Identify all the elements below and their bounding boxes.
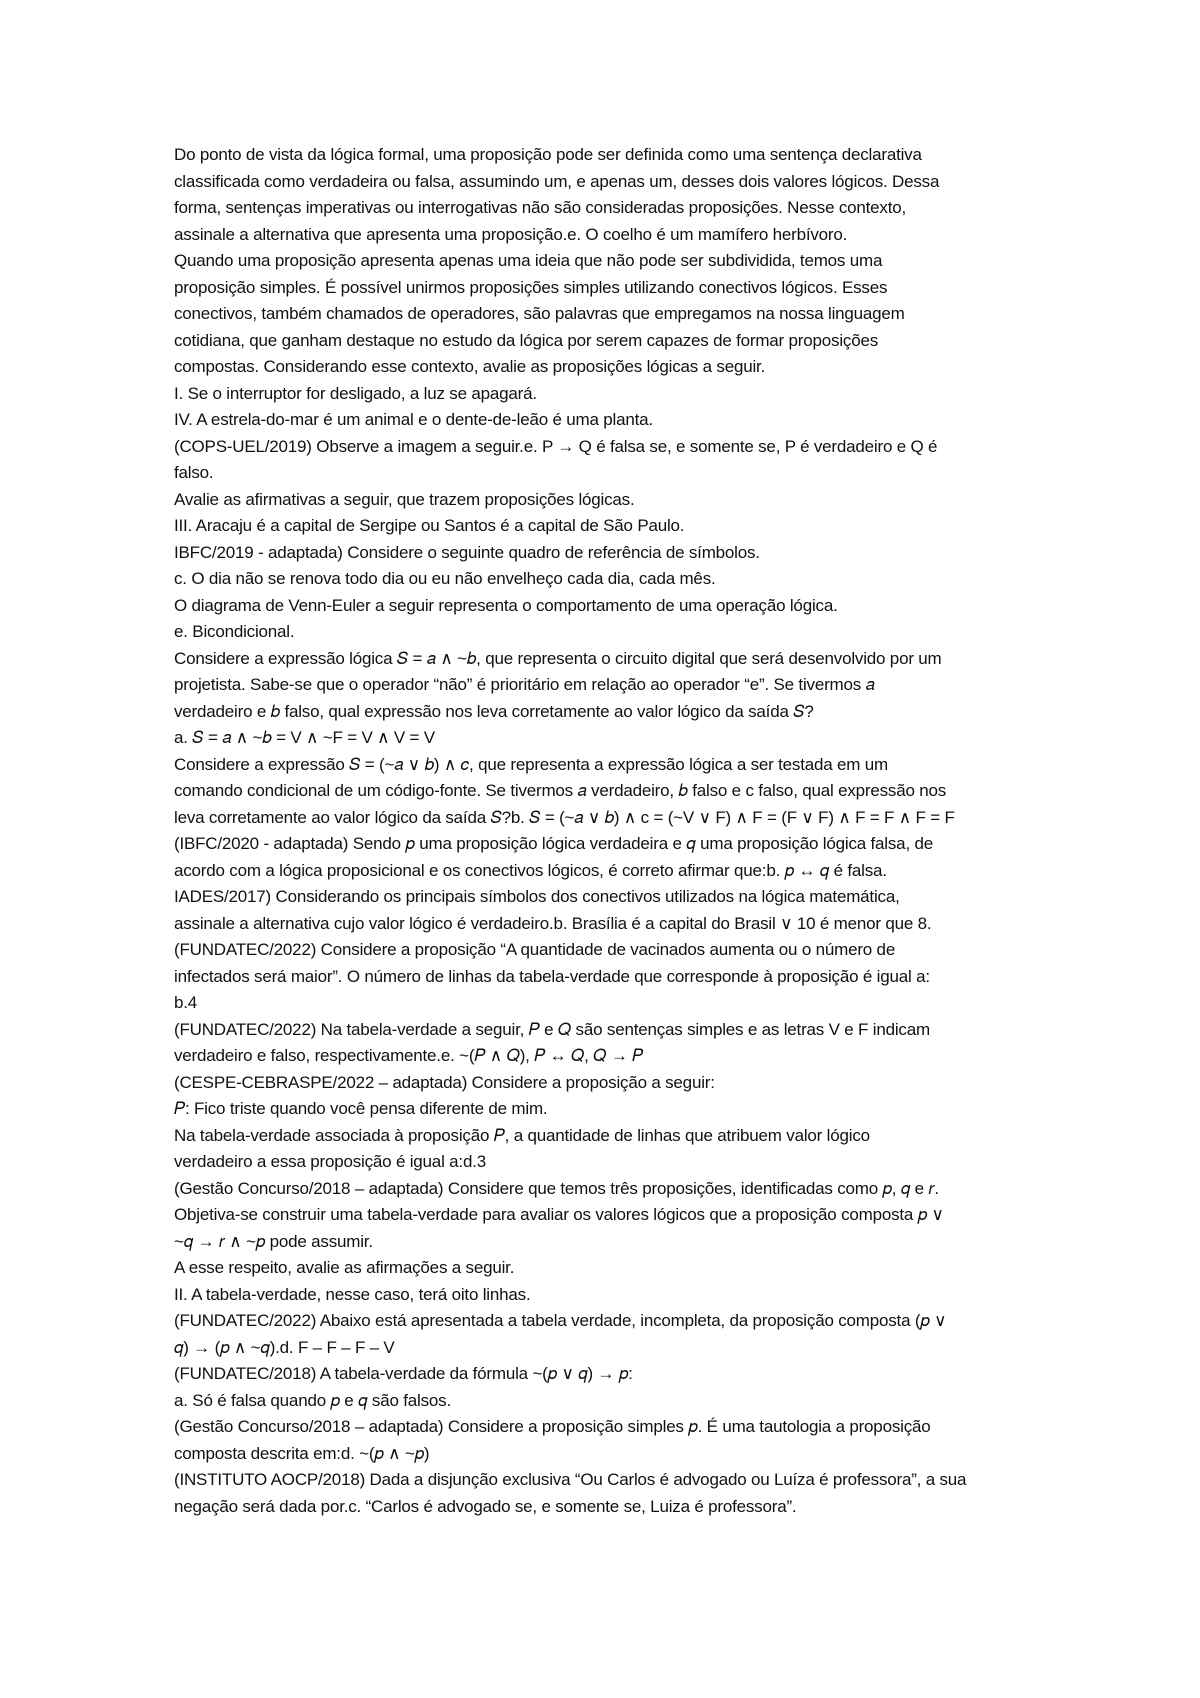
text-line: Quando uma proposição apresenta apenas uma ideia que não pode ser subdividida, temos uma (174, 251, 883, 270)
text-line: III. Aracaju é a capital de Sergipe ou Santos é a capital de São Paulo. (174, 516, 685, 535)
text-line: IADES/2017) Considerando os principais símbolos dos conectivos utilizados na lógica matemática, (174, 887, 900, 906)
text-line: classificada como verdadeira ou falsa, assumindo um, e apenas um, desses dois valores lógicos. Dessa (174, 171, 940, 191)
text-line: forma, sentenças imperativas ou interrogativas não são consideradas proposições. Nesse contexto, (174, 198, 907, 217)
text-line: verdadeiro a essa proposição é igual a:d.3 (174, 1152, 486, 1171)
text-line: e. Bicondicional. (174, 622, 295, 641)
text-line: (FUNDATEC/2022) Na tabela-verdade a seguir, 𝑃 e 𝑄 são sentenças simples e as letras V e F indicam (174, 1019, 930, 1039)
text-line: IBFC/2019 - adaptada) Considere o seguinte quadro de referência de símbolos. (174, 542, 760, 562)
text-line: a. Só é falsa quando 𝑝 e 𝑞 são falsos. (174, 1390, 451, 1410)
text-line: assinale a alternativa cujo valor lógico é verdadeiro.b. Brasília é a capital do Brasil ∨ 10 é menor que 8. (174, 913, 932, 933)
text-line: falso. (174, 463, 214, 482)
text-line: (FUNDATEC/2022) Considere a proposição “A quantidade de vacinados aumenta ou o número de (174, 940, 896, 959)
text-line: conectivos, também chamados de operadores, são palavras que empregamos na nossa linguagem (174, 304, 905, 323)
text-line: composta descrita em:d. ~(𝑝 ∧ ~𝑝) (174, 1443, 430, 1463)
text-line: cotidiana, que ganham destaque no estudo da lógica por serem capazes de formar proposições (174, 330, 879, 350)
text-line: c. O dia não se renova todo dia ou eu não envelheço cada dia, cada mês. (174, 569, 716, 588)
text-line: verdadeiro e 𝑏 falso, qual expressão nos leva corretamente ao valor lógico da saída 𝑆? (174, 701, 814, 721)
text-line: infectados será maior”. O número de linhas da tabela-verdade que corresponde à proposição é igual a: (174, 966, 930, 986)
text-line: (CESPE-CEBRASPE/2022 – adaptada) Considere a proposição a seguir: (174, 1072, 715, 1092)
text-line: Considere a expressão lógica 𝑆 = 𝑎 ∧ ~𝑏, que representa o circuito digital que será desenvolvido por um (174, 648, 942, 668)
text-line: (Gestão Concurso/2018 – adaptada) Considere que temos três proposições, identificadas como 𝑝, 𝑞 e 𝑟. (174, 1178, 939, 1198)
text-line: 𝑃: Fico triste quando você pensa diferente de mim. (174, 1099, 548, 1118)
text-line: (COPS-UEL/2019) Observe a imagem a seguir.e. P → Q é falsa se, e somente se, P é verdadeiro e Q é (174, 436, 938, 456)
document-body (174, 142, 1054, 1520)
text-line: compostas. Considerando esse contexto, avalie as proposições lógicas a seguir. (174, 357, 766, 376)
text-line: assinale a alternativa que apresenta uma proposição.e. O coelho é um mamífero herbívoro. (174, 224, 848, 244)
text-line: verdadeiro e falso, respectivamente.e. ~(𝑃 ∧ 𝑄), 𝑃 ↔ 𝑄, 𝑄 → 𝑃 (174, 1046, 644, 1065)
text-line: Do ponto de vista da lógica formal, uma proposição pode ser definida como uma sentença declarativa (174, 145, 922, 164)
text-line: (FUNDATEC/2022) Abaixo está apresentada a tabela verdade, incompleta, da proposição composta (𝑝 ∨ (174, 1311, 947, 1330)
text-line: proposição simples. É possível unirmos proposições simples utilizando conectivos lógicos. Esses (174, 277, 888, 297)
text-line: 𝑞) → (𝑝 ∧ ~𝑞).d. F – F – F – V (174, 1337, 395, 1357)
text-line: (INSTITUTO AOCP/2018) Dada a disjunção exclusiva “Ou Carlos é advogado ou Luíza é professora”, a sua (174, 1470, 967, 1489)
text-line: b.4 (174, 993, 198, 1012)
text-line: (FUNDATEC/2018) A tabela-verdade da fórmula ~(𝑝 ∨ 𝑞) → 𝑝: (174, 1364, 633, 1383)
text-line: negação será dada por.c. “Carlos é advogado se, e somente se, Luiza é professora”. (174, 1496, 797, 1516)
text-line: Na tabela-verdade associada à proposição 𝑃, a quantidade de linhas que atribuem valor lógico (174, 1125, 870, 1145)
text-line: Objetiva-se construir uma tabela-verdade para avaliar os valores lógicos que a proposição composta 𝑝 ∨ (174, 1205, 944, 1224)
text-line: acordo com a lógica proposicional e os conectivos lógicos, é correto afirmar que:b. 𝑝 ↔ 𝑞 é falsa. (174, 860, 887, 880)
text-line: a. 𝑆 = 𝑎 ∧ ~𝑏 = V ∧ ~F = V ∧ V = V (174, 728, 435, 747)
text-line: Avalie as afirmativas a seguir, que trazem proposições lógicas. (174, 489, 635, 509)
text-line: comando condicional de um código-fonte. Se tivermos 𝑎 verdadeiro, 𝑏 falso e c falso, qual expressão nos (174, 781, 947, 800)
text-line: Considere a expressão 𝑆 = (~𝑎 ∨ 𝑏) ∧ 𝑐, que representa a expressão lógica a ser testada em um (174, 754, 888, 774)
text-line: (IBFC/2020 - adaptada) Sendo 𝑝 uma proposição lógica verdadeira e 𝑞 uma proposição lógica falsa, de (174, 834, 933, 853)
text-line: IV. A estrela-do-mar é um animal e o dente-de-leão é uma planta. (174, 410, 653, 429)
text-line: leva corretamente ao valor lógico da saída 𝑆?b. 𝑆 = (~𝑎 ∨ 𝑏) ∧ c = (~V ∨ F) ∧ F = (F ∨ F) ∧ F = F ∧ F = F (174, 807, 955, 827)
text-line: A esse respeito, avalie as afirmações a seguir. (174, 1258, 515, 1277)
text-line: O diagrama de Venn-Euler a seguir representa o comportamento de uma operação lógica. (174, 595, 838, 615)
text-line: I. Se o interruptor for desligado, a luz se apagará. (174, 383, 537, 403)
text-line: ~𝑞 → 𝑟 ∧ ~𝑝 pode assumir. (174, 1231, 373, 1251)
text-line: II. A tabela-verdade, nesse caso, terá oito linhas. (174, 1284, 531, 1304)
text-line: projetista. Sabe-se que o operador “não” é prioritário em relação ao operador “e”. Se tivermos 𝑎 (174, 675, 875, 694)
text-line: (Gestão Concurso/2018 – adaptada) Considere a proposição simples 𝑝. É uma tautologia a proposição (174, 1417, 931, 1436)
